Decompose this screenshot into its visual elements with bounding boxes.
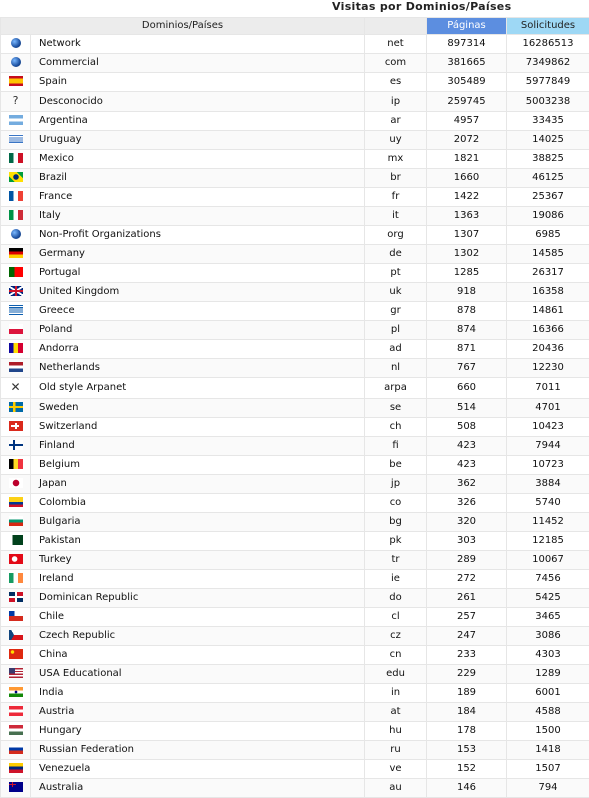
row-icon-cell (1, 627, 31, 646)
pages-value: 2072 (427, 131, 507, 150)
report-title: Visitas por Dominios/Países (332, 0, 511, 13)
row-icon-cell (1, 722, 31, 741)
domain-name: Ireland (31, 570, 365, 589)
domain-code: ch (365, 418, 427, 437)
flag-ch-icon (9, 421, 23, 431)
domain-name: Finland (31, 437, 365, 456)
domain-name: Czech Republic (31, 627, 365, 646)
flag-uy-icon (9, 134, 23, 144)
table-row (1, 169, 589, 188)
header-pages: Páginas (427, 18, 507, 35)
flag-pt-icon (9, 267, 23, 277)
table-row (1, 399, 589, 418)
pages-value: 261 (427, 589, 507, 608)
table-row (1, 92, 589, 112)
domain-code: edu (365, 665, 427, 684)
row-icon-cell (1, 570, 31, 589)
domain-code: cl (365, 608, 427, 627)
pages-value: 189 (427, 684, 507, 703)
pages-value: 305489 (427, 73, 507, 92)
domain-name: Sweden (31, 399, 365, 418)
requests-value: 10067 (507, 551, 589, 570)
domain-code: fi (365, 437, 427, 456)
pages-value: 247 (427, 627, 507, 646)
row-icon-cell (1, 150, 31, 169)
row-icon-cell (1, 131, 31, 150)
requests-value: 16366 (507, 321, 589, 340)
flag-cz-icon (9, 630, 23, 640)
header-domain: Dominios/Países (1, 18, 365, 35)
table-row (1, 741, 589, 760)
domain-name: Russian Federation (31, 741, 365, 760)
row-icon-cell (1, 302, 31, 321)
table-row (1, 207, 589, 226)
domain-code: jp (365, 475, 427, 494)
domain-name: Bulgaria (31, 513, 365, 532)
flag-fr-icon (9, 191, 23, 201)
row-icon-cell (1, 169, 31, 188)
requests-value: 3884 (507, 475, 589, 494)
requests-value: 12230 (507, 359, 589, 378)
domain-code: be (365, 456, 427, 475)
requests-value: 1507 (507, 760, 589, 779)
requests-value: 7011 (507, 378, 589, 399)
domain-name: United Kingdom (31, 283, 365, 302)
table-row (1, 589, 589, 608)
table-row (1, 131, 589, 150)
flag-se-icon (9, 402, 23, 412)
domain-name: Netherlands (31, 359, 365, 378)
domain-code: tr (365, 551, 427, 570)
domain-code: do (365, 589, 427, 608)
domain-code: arpa (365, 378, 427, 399)
domain-name: Uruguay (31, 131, 365, 150)
domain-name: Non-Profit Organizations (31, 226, 365, 245)
domain-name: Venezuela (31, 760, 365, 779)
requests-value: 14585 (507, 245, 589, 264)
row-icon-cell (1, 399, 31, 418)
requests-value: 7456 (507, 570, 589, 589)
requests-value: 46125 (507, 169, 589, 188)
pages-value: 423 (427, 456, 507, 475)
globe-icon (11, 229, 21, 239)
domain-code: br (365, 169, 427, 188)
table-row (1, 684, 589, 703)
domain-code: com (365, 54, 427, 73)
table-row (1, 627, 589, 646)
row-icon-cell (1, 589, 31, 608)
pages-value: 146 (427, 779, 507, 798)
pages-value: 381665 (427, 54, 507, 73)
table-header-row (1, 18, 589, 35)
flag-ve-icon (9, 763, 23, 773)
flag-do-icon (9, 592, 23, 602)
pages-value: 1285 (427, 264, 507, 283)
pages-value: 918 (427, 283, 507, 302)
row-icon-cell (1, 437, 31, 456)
pages-value: 508 (427, 418, 507, 437)
row-icon-cell (1, 378, 31, 399)
pages-value: 1302 (427, 245, 507, 264)
table-row (1, 35, 589, 54)
requests-value: 3086 (507, 627, 589, 646)
domain-name: Pakistan (31, 532, 365, 551)
row-icon-cell (1, 456, 31, 475)
requests-value: 16286513 (507, 35, 589, 54)
table-row (1, 54, 589, 73)
row-icon-cell (1, 760, 31, 779)
pages-value: 152 (427, 760, 507, 779)
flag-de-icon (9, 248, 23, 258)
flag-cl-icon (9, 611, 23, 621)
domain-code: ie (365, 570, 427, 589)
row-icon-cell (1, 532, 31, 551)
row-icon-cell (1, 226, 31, 245)
row-icon-cell (1, 73, 31, 92)
flag-mx-icon (9, 153, 23, 163)
table-row (1, 283, 589, 302)
table-row (1, 340, 589, 359)
table-row (1, 112, 589, 131)
requests-value: 3465 (507, 608, 589, 627)
domains-table (0, 17, 589, 798)
pages-value: 897314 (427, 35, 507, 54)
requests-value: 10423 (507, 418, 589, 437)
requests-value: 10723 (507, 456, 589, 475)
flag-ru-icon (9, 744, 23, 754)
table-row (1, 532, 589, 551)
requests-value: 1289 (507, 665, 589, 684)
flag-jp-icon (9, 478, 23, 488)
pages-value: 1660 (427, 169, 507, 188)
domain-name: Mexico (31, 150, 365, 169)
domain-name: Belgium (31, 456, 365, 475)
pages-value: 1422 (427, 188, 507, 207)
row-icon-cell (1, 665, 31, 684)
row-icon-cell (1, 608, 31, 627)
domain-name: Italy (31, 207, 365, 226)
flag-us-icon (9, 668, 23, 678)
pages-value: 514 (427, 399, 507, 418)
table-row (1, 703, 589, 722)
table-row (1, 570, 589, 589)
domain-name: Argentina (31, 112, 365, 131)
table-row (1, 513, 589, 532)
domain-code: ar (365, 112, 427, 131)
domain-code: se (365, 399, 427, 418)
row-icon-cell (1, 112, 31, 131)
globe-icon (11, 38, 21, 48)
requests-value: 20436 (507, 340, 589, 359)
domain-code: ve (365, 760, 427, 779)
flag-pl-icon (9, 324, 23, 334)
table-row (1, 646, 589, 665)
domain-code: in (365, 684, 427, 703)
pages-value: 259745 (427, 92, 507, 112)
requests-value: 16358 (507, 283, 589, 302)
domain-code: hu (365, 722, 427, 741)
row-icon-cell (1, 35, 31, 54)
flag-be-icon (9, 459, 23, 469)
requests-value: 4701 (507, 399, 589, 418)
pages-value: 1821 (427, 150, 507, 169)
requests-value: 6001 (507, 684, 589, 703)
requests-value: 38825 (507, 150, 589, 169)
pages-value: 257 (427, 608, 507, 627)
pages-value: 272 (427, 570, 507, 589)
pages-value: 1363 (427, 207, 507, 226)
title-bar (0, 0, 589, 16)
table-row (1, 608, 589, 627)
pages-value: 1307 (427, 226, 507, 245)
domain-name: Portugal (31, 264, 365, 283)
domain-name: Turkey (31, 551, 365, 570)
domain-name: Desconocido (31, 92, 365, 112)
flag-at-icon (9, 706, 23, 716)
domain-code: at (365, 703, 427, 722)
requests-value: 1418 (507, 741, 589, 760)
row-icon-cell (1, 321, 31, 340)
flag-hu-icon (9, 725, 23, 735)
domain-name: Andorra (31, 340, 365, 359)
domain-code: es (365, 73, 427, 92)
row-icon-cell (1, 475, 31, 494)
domain-name: Commercial (31, 54, 365, 73)
flag-pk-icon (9, 535, 23, 545)
row-icon-cell (1, 741, 31, 760)
row-icon-cell (1, 207, 31, 226)
row-icon-cell (1, 703, 31, 722)
domain-name: Brazil (31, 169, 365, 188)
pages-value: 233 (427, 646, 507, 665)
pages-value: 326 (427, 494, 507, 513)
domain-code: co (365, 494, 427, 513)
table-body (1, 35, 589, 798)
requests-value: 7349862 (507, 54, 589, 73)
row-icon-cell (1, 513, 31, 532)
table-row (1, 378, 589, 399)
flag-tr-icon (9, 554, 23, 564)
row-icon-cell (1, 92, 31, 112)
domain-name: China (31, 646, 365, 665)
table-row (1, 722, 589, 741)
domain-code: pk (365, 532, 427, 551)
pages-value: 874 (427, 321, 507, 340)
domain-code: uy (365, 131, 427, 150)
requests-value: 5425 (507, 589, 589, 608)
domain-code: ad (365, 340, 427, 359)
domain-code: net (365, 35, 427, 54)
pages-value: 320 (427, 513, 507, 532)
domain-code: de (365, 245, 427, 264)
requests-value: 5740 (507, 494, 589, 513)
domain-name: Austria (31, 703, 365, 722)
row-icon-cell (1, 684, 31, 703)
requests-value: 5977849 (507, 73, 589, 92)
domain-name: India (31, 684, 365, 703)
pages-value: 660 (427, 378, 507, 399)
header-code (365, 18, 427, 35)
pages-value: 178 (427, 722, 507, 741)
table-row (1, 245, 589, 264)
domain-name: Colombia (31, 494, 365, 513)
row-icon-cell (1, 551, 31, 570)
domain-code: mx (365, 150, 427, 169)
requests-value: 19086 (507, 207, 589, 226)
flag-in-icon (9, 687, 23, 697)
pages-value: 767 (427, 359, 507, 378)
table-row (1, 73, 589, 92)
pages-value: 229 (427, 665, 507, 684)
row-icon-cell (1, 646, 31, 665)
domain-code: gr (365, 302, 427, 321)
domain-name: Network (31, 35, 365, 54)
table-row (1, 437, 589, 456)
row-icon-cell (1, 494, 31, 513)
domain-name: Chile (31, 608, 365, 627)
domain-code: cn (365, 646, 427, 665)
pages-value: 153 (427, 741, 507, 760)
pages-value: 4957 (427, 112, 507, 131)
requests-value: 14861 (507, 302, 589, 321)
question-icon: ? (13, 94, 19, 107)
requests-value: 12185 (507, 532, 589, 551)
row-icon-cell (1, 418, 31, 437)
domain-code: cz (365, 627, 427, 646)
requests-value: 14025 (507, 131, 589, 150)
domain-code: ip (365, 92, 427, 112)
table-row (1, 359, 589, 378)
domain-code: nl (365, 359, 427, 378)
domain-code: au (365, 779, 427, 798)
row-icon-cell (1, 54, 31, 73)
flag-bg-icon (9, 516, 23, 526)
pages-value: 303 (427, 532, 507, 551)
flag-nl-icon (9, 362, 23, 372)
pages-value: 184 (427, 703, 507, 722)
flag-br-icon (9, 172, 23, 182)
domain-name: Japan (31, 475, 365, 494)
table-row (1, 321, 589, 340)
flag-gr-icon (9, 305, 23, 315)
domain-code: it (365, 207, 427, 226)
domain-name: USA Educational (31, 665, 365, 684)
domain-code: pt (365, 264, 427, 283)
requests-value: 794 (507, 779, 589, 798)
table-row (1, 418, 589, 437)
domain-name: Dominican Republic (31, 589, 365, 608)
domain-name: Switzerland (31, 418, 365, 437)
domain-code: bg (365, 513, 427, 532)
flag-fi-icon (9, 440, 23, 450)
flag-ad-icon (9, 343, 23, 353)
flag-es-icon (9, 76, 23, 86)
domain-code: uk (365, 283, 427, 302)
domain-code: fr (365, 188, 427, 207)
row-icon-cell (1, 340, 31, 359)
cross-icon: ✕ (10, 380, 20, 394)
requests-value: 1500 (507, 722, 589, 741)
globe-icon (11, 57, 21, 67)
table-row (1, 475, 589, 494)
flag-ar-icon (9, 115, 23, 125)
requests-value: 4303 (507, 646, 589, 665)
row-icon-cell (1, 283, 31, 302)
domain-name: Australia (31, 779, 365, 798)
flag-co-icon (9, 497, 23, 507)
requests-value: 11452 (507, 513, 589, 532)
domain-name: Old style Arpanet (31, 378, 365, 399)
domain-code: pl (365, 321, 427, 340)
pages-value: 289 (427, 551, 507, 570)
domain-code: ru (365, 741, 427, 760)
row-icon-cell (1, 188, 31, 207)
row-icon-cell (1, 245, 31, 264)
flag-it-icon (9, 210, 23, 220)
row-icon-cell (1, 264, 31, 283)
flag-uk-icon (9, 286, 23, 296)
table-row (1, 150, 589, 169)
requests-value: 5003238 (507, 92, 589, 112)
table-row (1, 456, 589, 475)
table-row (1, 665, 589, 684)
table-row (1, 760, 589, 779)
pages-value: 871 (427, 340, 507, 359)
requests-value: 6985 (507, 226, 589, 245)
requests-value: 25367 (507, 188, 589, 207)
requests-value: 33435 (507, 112, 589, 131)
domain-name: France (31, 188, 365, 207)
requests-value: 26317 (507, 264, 589, 283)
domain-name: Greece (31, 302, 365, 321)
pages-value: 362 (427, 475, 507, 494)
pages-value: 878 (427, 302, 507, 321)
header-requests: Solicitudes (507, 18, 589, 35)
table-row (1, 551, 589, 570)
domain-name: Germany (31, 245, 365, 264)
flag-au-icon (9, 782, 23, 792)
table-row (1, 302, 589, 321)
flag-ie-icon (9, 573, 23, 583)
table-row (1, 264, 589, 283)
domain-name: Spain (31, 73, 365, 92)
pages-value: 423 (427, 437, 507, 456)
table-row (1, 188, 589, 207)
table-row (1, 494, 589, 513)
flag-cn-icon (9, 649, 23, 659)
domain-name: Poland (31, 321, 365, 340)
table-row (1, 226, 589, 245)
domain-name: Hungary (31, 722, 365, 741)
requests-value: 7944 (507, 437, 589, 456)
requests-value: 4588 (507, 703, 589, 722)
domain-code: org (365, 226, 427, 245)
row-icon-cell (1, 359, 31, 378)
